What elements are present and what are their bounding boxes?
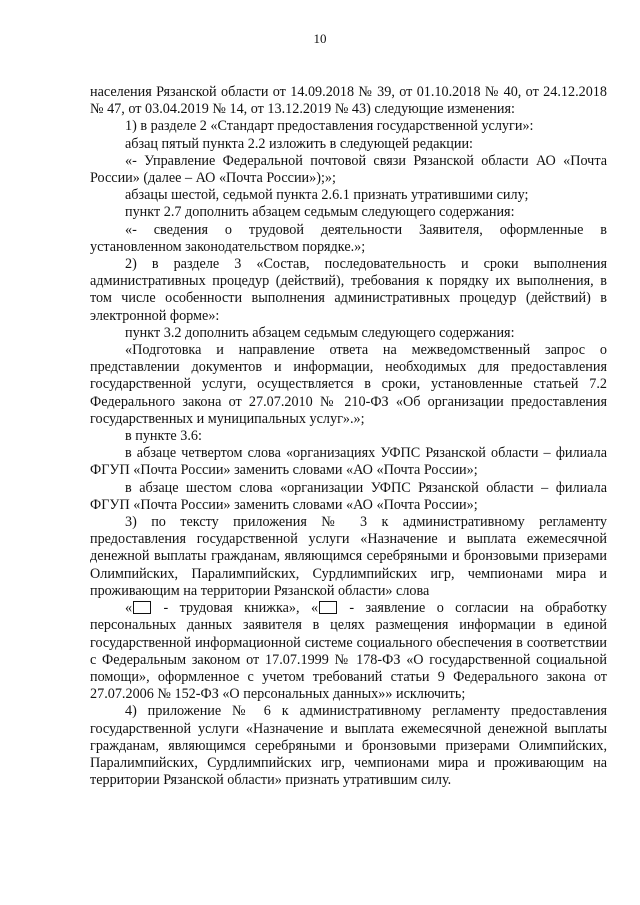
paragraph: в пункте 3.6: (125, 428, 202, 445)
paragraph-item-2: 2) в разделе 3 «Состав, последовательность и сроки выполнения административных процедур (действий), требования к порядку их выполнения, в том числе особенности выполнения административных процедур (действий) в электронной форме»: (90, 256, 607, 324)
paragraph: абзацы шестой, седьмой пункта 2.6.1 признать утратившими силу; (125, 187, 529, 204)
checkbox-square-icon (133, 601, 151, 614)
paragraph: «Подготовка и направление ответа на межведомственный запрос о представлении документов и информации, необходимых для предоставления государственной услуги, осуществляется в сроки, установленные статьей 7.2 Федерального закона от 27.07.2010 № 210-ФЗ «Об организации предоставления государственных и муниципальных услуг».»; (90, 342, 607, 427)
paragraph-item-3: 3) по тексту приложения № 3 к административному регламенту предоставления государственной услуги «Назначение и выплата ежемесячной денежной выплаты гражданам, являющимся серебряными и бронзовыми призерами Олимпийских, Паралимпийских, Сурдлимпийских игр, чемпионами мира и проживающим на территории Рязанской области» слова (90, 514, 607, 599)
text-fragment: - заявление о согласии на обработку персональных данных заявителя в целях размещения информации в единой государственной информационной системе социального обеспечения в соответствии с Федеральным законом от 17.07.1999 № 178-ФЗ «О государственной социальной помощи», оформленное с учетом требований статьи 9 Федерального закона от 27.07.2006 № 152-ФЗ «О персональных данных»» исключить; (90, 600, 607, 703)
text-fragment: - трудовая книжка», « (152, 600, 319, 617)
paragraph-checkbox-words (90, 600, 607, 703)
paragraph-item-4: 4) приложение № 6 к административному регламенту предоставления государственной услуги «Назначение и выплата ежемесячной денежной выплаты гражданам, являющимся серебряными и бронзовыми призерами Олимпийских, Паралимпийских, Сурдлимпийских игр, чемпионами мира и проживающим на территории Рязанской области» признать утратившим силу. (90, 703, 607, 789)
document-body (90, 84, 607, 789)
paragraph-continuation: населения Рязанской области от 14.09.2018 № 39, от 01.10.2018 № 40, от 24.12.2018 № 47, от 03.04.2019 № 14, от 13.12.2019 № 43) следующие изменения: (90, 84, 607, 118)
paragraph: пункт 3.2 дополнить абзацем седьмым следующего содержания: (125, 324, 515, 341)
paragraph-item-1: 1) в разделе 2 «Стандарт предоставления государственной услуги»: (125, 118, 534, 135)
paragraph: в абзаце четвертом слова «организациях УФПС Рязанской области – филиала ФГУП «Почта России» заменить словами «АО «Почта России»; (90, 445, 607, 479)
paragraph: в абзаце шестом слова «организации УФПС Рязанской области – филиала ФГУП «Почта России» заменить словами «АО «Почта России»; (90, 479, 607, 513)
page-number: 10 (313, 31, 327, 46)
text-fragment: « (125, 600, 133, 617)
paragraph: «- Управление Федеральной почтовой связи Рязанской области АО «Почта России» (далее – АО «Почта России»);»; (90, 152, 607, 187)
paragraph: пункт 2.7 дополнить абзацем седьмым следующего содержания: (125, 204, 515, 221)
paragraph: абзац пятый пункта 2.2 изложить в следующей редакции: (125, 135, 473, 152)
checkbox-square-icon (319, 601, 337, 614)
paragraph: «- сведения о трудовой деятельности Заявителя, оформленные в установленном законодательством порядке.»; (90, 221, 607, 255)
